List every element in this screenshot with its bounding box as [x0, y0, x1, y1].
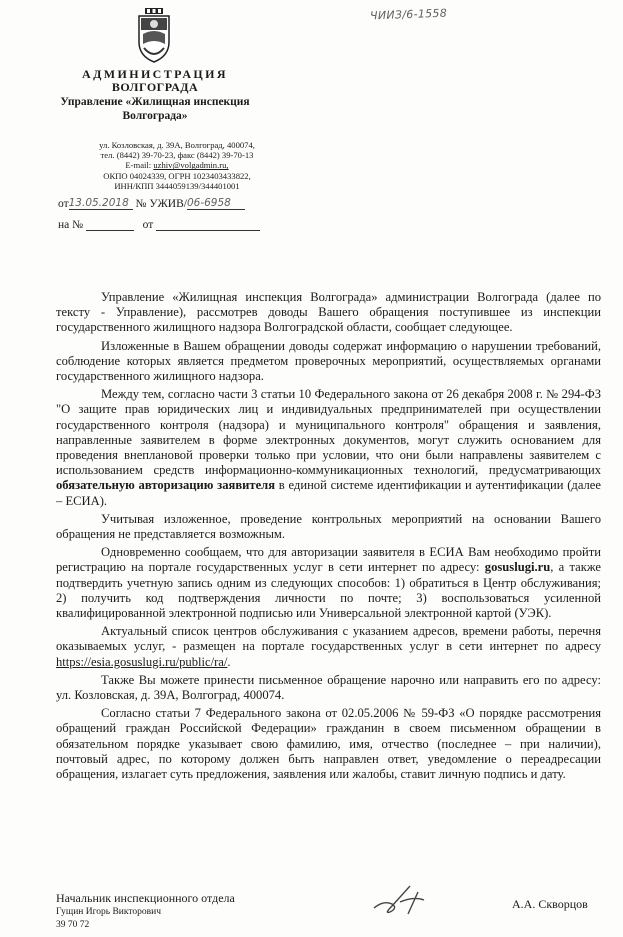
paragraph-7: Также Вы можете принести письменное обращение нарочно или направить его по адресу: ул. Козловская, д. 39А, Волгоград, 400074.: [56, 672, 601, 703]
paragraph-8: Согласно статьи 7 Федерального закона от 02.05.2006 № 59-ФЗ «О порядке рассмотрения обращений граждан Российской Федерации» гражданин в своем письменном обращении в обязательном порядке указывает свою фамилию, имя, отчество (последнее – при наличии), почтовый адрес, по которому должен быть направлен ответ, уведомление о переадресации обращения, излагает суть предложения, заявления или жалобы, ставит личную подпись и дату.: [56, 706, 601, 782]
handwritten-signature: [370, 878, 440, 918]
incoming-reference: [58, 218, 260, 231]
letter-body: [56, 290, 601, 785]
registration-stamp: ЧИИЗ/6-1558: [369, 6, 448, 23]
email-label: E-mail:: [125, 160, 152, 171]
paragraph-6-text-end: .: [227, 654, 231, 669]
paragraph-2: Изложенные в Вашем обращении доводы содержат информацию о нарушении требований, соблюдение которых является предметом проверочных мероприятий, осуществляемых органами государственного жилищного надзора.: [56, 338, 601, 384]
coat-of-arms-icon: [136, 8, 172, 64]
outgoing-reference: [58, 197, 245, 210]
org-phones: тел. (8442) 39-70-23, факс (8442) 39-70-13: [100, 150, 254, 161]
executor-name: Гущин Игорь Викторович: [56, 907, 162, 917]
outgoing-from-label: от: [58, 198, 69, 210]
org-okpo-ogrn: ОКПО 04024339, ОГРН 1023403433822,: [103, 170, 251, 181]
paragraph-3: [56, 387, 601, 509]
paragraph-6: [56, 624, 601, 670]
incoming-from-label: от: [142, 219, 154, 231]
letterhead-contacts: [62, 140, 292, 191]
paragraph-3-text-end: в единой системе идентификации и аутентификации (далее – ЕСИА).: [56, 478, 601, 508]
gosuslugi-site: gosuslugi.ru: [484, 560, 551, 575]
email-link[interactable]: uzhiv@volgadmin.ru,: [153, 160, 229, 171]
signer-name: А.А. Скворцов: [512, 897, 588, 911]
incoming-number-blank: [86, 218, 134, 231]
paragraph-5-text: Одновременно сообщаем, что для авторизации заявителя в ЕСИА Вам необходимо пройти регистрацию на портале государственных услуг в сети интернет по адресу:: [56, 545, 601, 575]
org-name-line1: АДМИНИСТРАЦИЯ: [82, 67, 228, 81]
department-name-line1: Управление «Жилищная инспекция: [60, 96, 250, 108]
paragraph-5: [56, 545, 601, 621]
outgoing-date: 13.05.2018: [69, 197, 133, 210]
paragraph-3-text: Между тем, согласно части 3 статьи 10 Федерального закона от 26 декабря 2008 г. № 294-ФЗ "О защите прав юридических лиц и индивидуальных предпринимателей при осуществлении государственного контроля (надзора) и муниципального контроля" обращения и заявления, направленные заявителем в форме электронных документов, могут служить основанием для проведения внеплановой проверки только при условии, что они были направлены заявителем с использованием средств информационно-коммуникационных технологий, предусматривающих: [56, 387, 601, 478]
signer-title: Начальник инспекционного отдела: [56, 891, 235, 905]
org-address: ул. Козловская, д. 39А, Волгоград, 400074,: [99, 140, 255, 150]
incoming-number-label: на №: [58, 219, 84, 231]
paragraph-3-emphasis: обязательную авторизацию заявителя: [56, 478, 276, 493]
esia-link[interactable]: https://esia.gosuslugi.ru/public/ra/: [56, 654, 228, 669]
paragraph-5-text-end: , а также подтвердить учетную запись одним из следующих способов: 1) обратиться в Центр обслуживания; 2) получить код подтверждения личности по почте; 3) воспользоваться усиленной квалифицированной электронной подписью или Универсальной электронной картой (УЭК).: [56, 560, 602, 621]
department-name-line2: Волгограда»: [122, 110, 188, 122]
executor-phone: 39 70 72: [56, 920, 90, 930]
incoming-date-blank: [156, 218, 260, 231]
paragraph-6-text: Актуальный список центров обслуживания с указанием адресов, времени работы, перечня оказываемых услуг, - размещен на портале государственных услуг в сети интернет по адресу: [56, 624, 601, 654]
org-email: [62, 160, 292, 170]
org-inn-kpp: ИНН/КПП 3444059139/344401001: [114, 180, 240, 191]
org-name-line2: ВОЛГОГРАДА: [111, 80, 199, 94]
outgoing-number-label: № УЖИВ/: [135, 198, 187, 210]
paragraph-4: Учитывая изложенное, проведение контрольных мероприятий на основании Вашего обращения не представляется возможным.: [56, 511, 601, 542]
outgoing-number: 06-6958: [187, 197, 245, 210]
paragraph-1: Управление «Жилищная инспекция Волгограда» администрации Волгограда (далее по тексту - Управление), рассмотрев доводы Вашего обращения поступившее из инспекции государственного жилищного надзора Волгоградской области, сообщает следующее.: [56, 290, 601, 335]
